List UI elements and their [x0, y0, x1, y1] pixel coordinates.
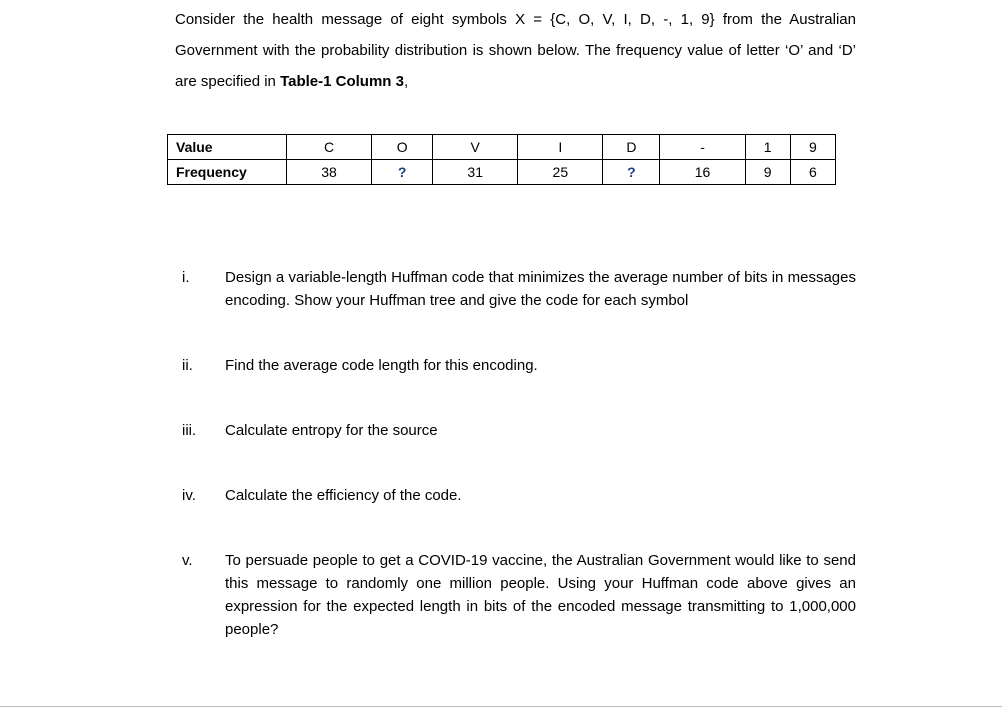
question-text: To persuade people to get a COVID-19 vaccine, the Australian Government would like to send this message to randomly one million people. Using your Huffman code above gives an expression for the expected length in bits of the encoded message transmitting to 1,000,000 people? [225, 552, 856, 638]
intro-text-end: , [403, 73, 409, 90]
value-row [168, 135, 836, 160]
frequency-cell-unknown: ? [603, 160, 660, 185]
symbol-cell: C [287, 135, 372, 160]
row-label-frequency: Frequency [168, 160, 287, 185]
page-divider [0, 706, 1002, 707]
table-reference: Table-1 Column 3 [280, 73, 404, 90]
intro-text: Consider the health message of eight symbols X = {C, O, V, I, D, -, 1, 9} from the Australian Government with the probability distribution is shown below. The frequency value of letter ‘O’ and ‘D’ are specified in [175, 11, 856, 90]
symbol-cell: O [372, 135, 433, 160]
symbol-cell: V [433, 135, 518, 160]
question-number: iv. [182, 487, 196, 504]
question-text: Calculate entropy for the source [225, 422, 438, 439]
question-number: i. [182, 269, 190, 286]
frequency-table [167, 134, 836, 185]
symbol-cell: D [603, 135, 660, 160]
question-number: ii. [182, 357, 193, 374]
frequency-cell: 31 [433, 160, 518, 185]
question-text: Calculate the efficiency of the code. [225, 487, 462, 504]
question-text: Find the average code length for this encoding. [225, 357, 538, 374]
frequency-cell: 16 [660, 160, 745, 185]
symbol-cell: 9 [790, 135, 835, 160]
frequency-cell: 6 [790, 160, 835, 185]
intro-paragraph [175, 4, 856, 97]
frequency-row [168, 160, 836, 185]
frequency-cell: 25 [518, 160, 603, 185]
question-text: Design a variable-length Huffman code that minimizes the average number of bits in messages encoding. Show your Huffman tree and give the code for each symbol [225, 269, 856, 309]
symbol-cell: - [660, 135, 745, 160]
frequency-cell-unknown: ? [372, 160, 433, 185]
frequency-cell: 9 [745, 160, 790, 185]
question-number: iii. [182, 422, 197, 439]
question-number: v. [182, 552, 193, 569]
row-label-value: Value [168, 135, 287, 160]
frequency-cell: 38 [287, 160, 372, 185]
symbol-cell: I [518, 135, 603, 160]
symbol-cell: 1 [745, 135, 790, 160]
